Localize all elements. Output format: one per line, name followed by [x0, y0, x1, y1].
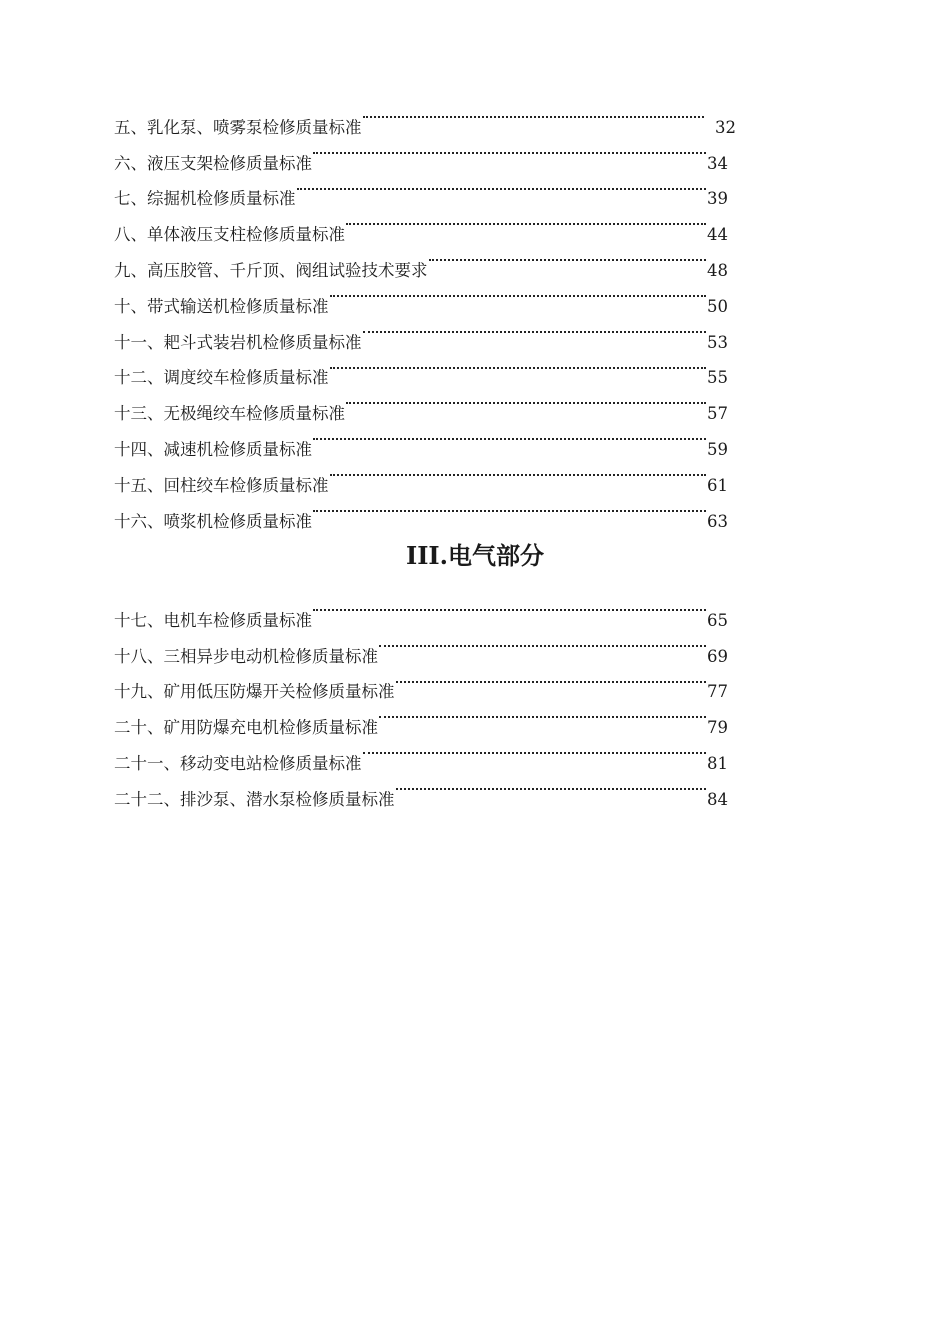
toc-entry-page-number: 77 — [707, 682, 728, 702]
toc-entry-page-number: 79 — [707, 718, 728, 738]
toc-dot-leader — [363, 733, 707, 769]
toc-list-mechanical — [114, 97, 736, 531]
toc-entry-page-number: 39 — [707, 189, 728, 209]
toc-entry-title: 十八、三相异步电动机检修质量标准 — [114, 646, 378, 666]
toc-dot-leader — [313, 590, 706, 626]
toc-dot-leader — [379, 626, 706, 662]
toc-entry-title: 十四、减速机检修质量标准 — [114, 439, 312, 459]
section-heading-electrical: III.电气部分 — [405, 541, 545, 570]
toc-entry-page-number: 53 — [707, 332, 728, 352]
toc-entry-page-number: 50 — [707, 296, 728, 316]
toc-entry-title: 十九、矿用低压防爆开关检修质量标准 — [114, 682, 395, 702]
toc-entry-page-number: 65 — [707, 610, 728, 630]
toc-dot-leader — [363, 97, 705, 133]
toc-entry[interactable] — [114, 590, 728, 630]
toc-entry-page-number: 57 — [707, 404, 728, 424]
toc-list-electrical — [114, 590, 728, 809]
toc-entry-title: 七、综掘机检修质量标准 — [114, 189, 296, 209]
toc-entry-title: 十一、耙斗式装岩机检修质量标准 — [114, 332, 362, 352]
toc-entry-page-number: 32 — [715, 117, 736, 137]
toc-entry[interactable] — [114, 97, 736, 137]
toc-dot-leader — [330, 455, 707, 491]
toc-entry-title: 十三、无极绳绞车检修质量标准 — [114, 404, 345, 424]
toc-entry-page-number: 59 — [707, 439, 728, 459]
toc-entry-title: 九、高压胶管、千斤顶、阀组试验技术要求 — [114, 260, 428, 280]
toc-entry-title: 二十二、排沙泵、潜水泵检修质量标准 — [114, 789, 395, 809]
toc-dot-leader — [313, 133, 706, 169]
toc-entry-page-number: 63 — [707, 511, 728, 531]
toc-dot-leader — [396, 769, 707, 805]
toc-entry-page-number: 48 — [707, 260, 728, 280]
toc-entry-title: 二十、矿用防爆充电机检修质量标准 — [114, 718, 378, 738]
toc-dot-leader — [313, 419, 706, 455]
toc-dot-leader — [297, 169, 707, 205]
toc-dot-leader — [429, 240, 707, 276]
toc-dot-leader — [346, 383, 706, 419]
toc-entry-title: 十六、喷浆机检修质量标准 — [114, 511, 312, 531]
toc-entry-title: 六、液压支架检修质量标准 — [114, 153, 312, 173]
toc-entry-title: 十二、调度绞车检修质量标准 — [114, 368, 329, 388]
toc-entry-title: 十、带式输送机检修质量标准 — [114, 296, 329, 316]
toc-dot-leader — [379, 697, 706, 733]
toc-entry-page-number: 81 — [707, 753, 728, 773]
toc-entry-page-number: 55 — [707, 368, 728, 388]
toc-entry-page-number: 69 — [707, 646, 728, 666]
toc-dot-leader — [396, 662, 707, 698]
toc-dot-leader — [330, 348, 707, 384]
toc-dot-leader — [363, 312, 707, 348]
toc-entry-page-number: 84 — [707, 789, 728, 809]
toc-entry-page-number: 61 — [707, 475, 728, 495]
toc-entry-title: 二十一、移动变电站检修质量标准 — [114, 753, 362, 773]
toc-entry-page-number: 44 — [707, 225, 728, 245]
toc-entry-title: 八、单体液压支柱检修质量标准 — [114, 225, 345, 245]
toc-entry-page-number: 34 — [707, 153, 728, 173]
toc-entry-title: 十七、电机车检修质量标准 — [114, 610, 312, 630]
toc-entry-title: 十五、回柱绞车检修质量标准 — [114, 475, 329, 495]
toc-dot-leader — [346, 204, 706, 240]
toc-entry-title: 五、乳化泵、喷雾泵检修质量标准 — [114, 117, 362, 137]
toc-dot-leader — [313, 491, 706, 527]
toc-dot-leader — [330, 276, 707, 312]
